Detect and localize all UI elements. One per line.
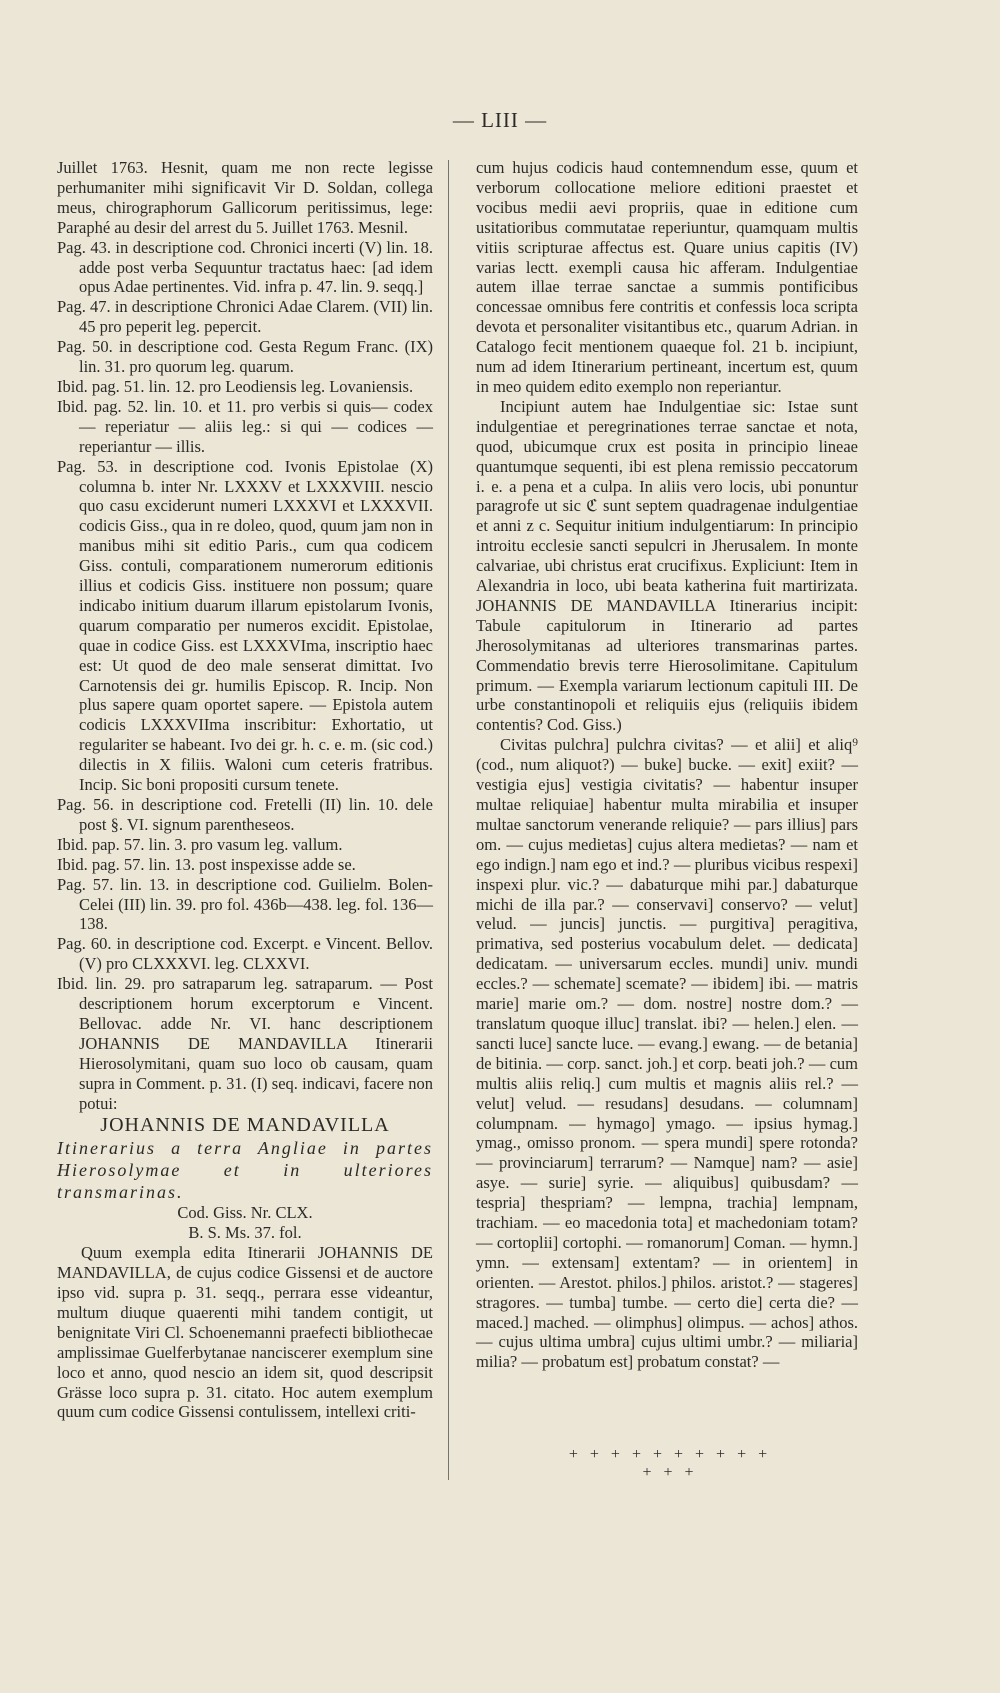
right-column-paragraph: Civitas pulchra] pulchra civitas? — et alii] et aliq⁹ (cod., num aliquot?) — buke] bucke. — exit] exiit? — vestigia ejus] vestigia civitatis? — habentur insuper multae reliquiae] habentur multa mirabilia et insuper multae sanctorum venerande reliquie? — pars illius] pars om. — cujus medietas] cujus altera medietas? — nam et ego indign.] nam ego et ind.? — pluribus vicibus respexi] inspexi plur. vic.? — dabaturque mihi par.] dabaturque michi de illa par.? — conservavi] conservo? — velut] velud. — juncis] junctis. — purgitiva] peragitiva, primativa, sed posterius vocabulum delet. — dedicata] dedicatam. — universarum eccles. mundi] univ. mundi eccles.? — schemate] scemate? — ibidem] ibi. — matris marie] marie om.? — dom. nostre] nostre dom.? — translatum quoque illuc] translat. ibi? — helen.] elen. — sancti luce] sancte luce. — evang.] ewang. — de betania] de bitinia. — corp. sanct. joh.] et corp. beati joh.? — cum multis aliis reliq.] cum multis et magnis aliis rel.? — velut] velud. — resudans] desudans. — columnam] columpnam. — hymago] ymago. — ipsius hymag.] ymag., omisso pronom. — spera mundi] spere rotonda? — provinciarum] terrarum? — Namque] nam? — asie] asye. — surie] syrie. — aliquibus] quibusdam? — tespria] thespriam? — lempna, trachia] lempnam, trachiam. — eo macedonia tota] et machedoniam totam? — cortoplii] cortophi. — romanorum] Coman. — hymn.] ymn. — extensam] extentam? — in orientem] in orienten. — Arestot. philos.] philos. aristot.? — stageres] stragores. — tumba] tumbe. — certo die] certa die? — maced.] mached. — olimphus] olimpus. — achos] athos. — cujus ultima umbra] cujus ultimi umbr.? — miliaria] milia? — probatum est] probatum constat? — — [476, 735, 858, 1372]
left-column-paragraph: Pag. 47. in descriptione Chronici Adae Clarem. (VII) lin. 45 pro peperit leg. pepercit. — [57, 297, 433, 337]
left-column-paragraph: Ibid. pag. 52. lin. 10. et 11. pro verbis si quis— codex — reperiatur — aliis leg.: si qui — codices — reperiantur — illis. — [57, 396, 433, 456]
left-column-paragraph: B. S. Ms. 37. fol. — [188, 1223, 302, 1243]
left-column-paragraph: Ibid. lin. 29. pro satraparum leg. satraparum. — Post descriptionem horum excerptorum e Vincent. Bellovac. adde Nr. VI. hanc descriptionem JOHANNIS DE MANDAVILLA Itinerarii Hierosolymitani, quam suo loco ob causam, quam supra in Comment. p. 31. (I) seq. indicavi, facere non potui: — [57, 974, 433, 1113]
left-column-paragraph: Itinerarius a terra Angliae in partes Hierosolymae et in ulteriores transmarinas. — [57, 1138, 433, 1203]
end-ornaments: + + + + + + + + + + + + + — [568, 1446, 772, 1481]
left-column-paragraph: JOHANNIS DE MANDAVILLA — [100, 1113, 390, 1136]
left-column-paragraph: Ibid. pap. 57. lin. 3. pro vasum leg. vallum. — [57, 834, 343, 854]
left-column-paragraph: Pag. 57. lin. 13. in descriptione cod. Guilielm. Bolen-Celei (III) lin. 39. pro fol. 436b—438. leg. fol. 136—138. — [57, 874, 433, 934]
left-column — [57, 158, 433, 1422]
right-column-paragraph: cum hujus codicis haud contemnendum esse, quum et verborum collocatione meliore editioni praestet et vocibus medii aevi propriis, quae in editione cum usitatioribus commutatae reperiuntur, quamquam multis vitiis scripturae affectus est. Quare unius capitis (IV) varias lectt. exempli causa hic afferam. Indulgentiae autem illae terrae sanctae a summis pontificibus concessae omnibus fere contritis et confessis loca scripta devota et personaliter visitantibus etc., quarum Adrian. in Catalogo fecit mentionem quaeque fol. 21 b. incipiunt, num ad idem Itinerarium pertineant, incertum est, quum in meo quidem edito exemplo non reperiantur. — [476, 158, 858, 396]
left-column-paragraph: Cod. Giss. Nr. CLX. — [177, 1203, 313, 1223]
left-column-paragraph: Juillet 1763. Hesnit, quam me non recte legisse perhumaniter mihi significavit Vir D. Soldan, collega meus, chirographorum Gallicorum peritissimus, lege: Paraphé au desir del arrest du 5. Juillet 1763. Mesnil. — [57, 158, 433, 237]
left-column-paragraph: Pag. 43. in descriptione cod. Chronici incerti (V) lin. 18. adde post verba Sequuntur tractatus haec: [ad idem opus Adae pertinentes. Vid. infra p. 47. lin. 9. seqq.] — [57, 237, 433, 297]
page-header: — LIII — — [452, 108, 548, 132]
column-divider — [448, 160, 449, 1480]
left-column-paragraph: Quum exempla edita Itinerarii JOHANNIS DE MANDAVILLA, de cujus codice Gissensi et de auctore ipso vid. supra p. 31. seqq., perrara esse videantur, multum diuque quaerenti mihi tandem contigit, ut benignitate Viri Cl. Schoenemanni praefecti bibliothecae amplissimae Guelferbytanae nanciscerer exemplum sine loco et anno, quod nescio an idem sit, quod descripsit Grässe loco supra p. 31. citato. Hoc autem exemplum quum cum codice Gissensi contulissem, intellexi criti- — [57, 1243, 433, 1422]
left-column-paragraph: Pag. 50. in descriptione cod. Gesta Regum Franc. (IX) lin. 31. pro quorum leg. quarum. — [57, 337, 433, 377]
left-column-paragraph: Ibid. pag. 51. lin. 12. pro Leodiensis leg. Lovaniensis. — [57, 376, 414, 396]
right-column-paragraph: Incipiunt autem hae Indulgentiae sic: Istae sunt indulgentiae et peregrinationes terrae sanctae et nota, quod, ubicumque crux est posita in principio lineae quantumque sequenti, ibi est plena remissio peccatorum i. e. a pena et a culpa. In aliis vero locis, ubi ponuntur paragrofe ut sic ℭ sunt septem quadragenae indulgentiae et anni z c. Sequitur initium indulgentiarum: In principio introitu ecclesie sancti sepulcri in Jherusalem. In monte calvariae, ubi christus erat crucifixus. Expliciunt: Item in Alexandria in loco, ubi beata katherina fuit martirizata. JOHANNIS DE MANDAVILLA Itinerarius incipit: Tabule capitulorum in Itinerario ad partes Jherosolymitanas ad ulteriores transmarinas partes. Commendatio brevis terre Hierosolimitane. Capitulum primum. — Exempla variarum lectionum capituli III. De urbe constantinopoli et reliquiis ejus (reliquiis ibidem contentis? Cod. Giss.) — [476, 396, 858, 735]
left-column-paragraph: Pag. 60. in descriptione cod. Excerpt. e Vincent. Bellov. (V) pro CLXXXVI. leg. CLXXVI. — [57, 934, 433, 974]
left-column-paragraph: Ibid. pag. 57. lin. 13. post inspexisse adde se. — [57, 854, 356, 874]
left-column-paragraph: Pag. 56. in descriptione cod. Fretelli (II) lin. 10. dele post §. VI. signum parentheseos. — [57, 795, 433, 834]
left-column-paragraph: Pag. 53. in descriptione cod. Ivonis Epistolae (X) columna b. inter Nr. LXXXV et LXXXVIII. nescio quo casu exciderunt numeri LXXXVI et LXXXVII. codicis Giss., qua in re doleo, quod, quum jam non in manibus mihi sit editio Paris., cum qua codicem Giss. contuli, comparationem numerorum editionis illius et codicis Giss. instituere non possum; quare indicabo initium duarum illarum epistolarum Ivonis, quarum comparatio per numeros excidit. Epistolae, quae in codice Giss. est LXXXVIma, inscriptio haec est: Ut quod de deo male senserat dimittat. Ivo Carnotensis dei gr. humilis Episcop. R. Incip. Non plus sapere quam oportet sapere. — Epistola autem codicis LXXXVIIma inscribitur: Exhortatio, ut regulariter se habeant. Ivo dei gr. h. c. e. m. (sic cod.) dilectis in X filiis. Waloni cum ceteris fratribus. Incip. Sic boni propositi cursum tenete. — [57, 456, 433, 795]
right-column — [476, 158, 858, 1372]
